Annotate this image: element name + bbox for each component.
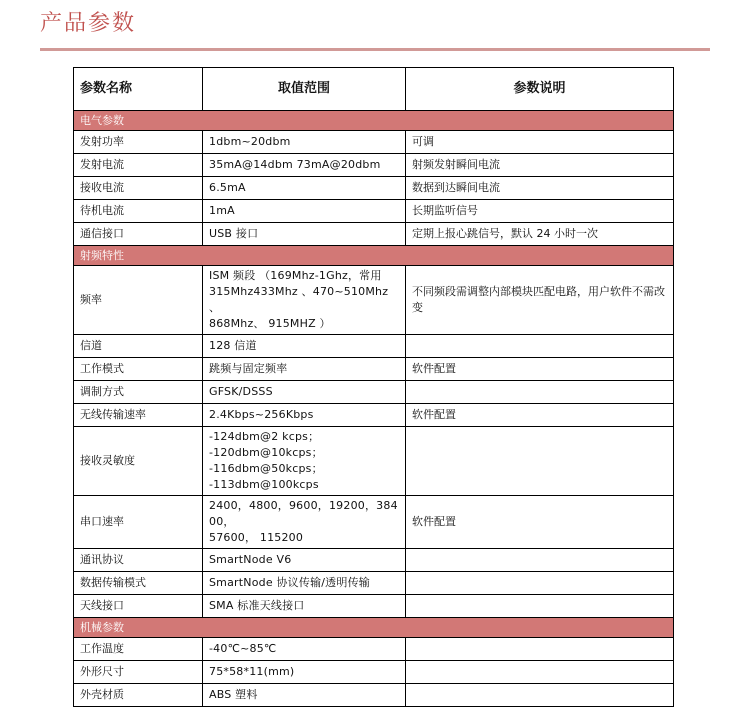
table-row: [74, 154, 674, 177]
param-name: 串口速率: [74, 496, 203, 549]
param-desc: [406, 427, 674, 496]
table-row: [74, 427, 674, 496]
param-value-line: USB 接口: [209, 227, 259, 240]
param-name: 无线传输速率: [74, 404, 203, 427]
param-value-line: -124dbm@2 kcps；: [209, 430, 320, 443]
param-name: 工作温度: [74, 638, 203, 661]
param-name: 通信接口: [74, 223, 203, 246]
param-value-line: SMA 标准天线接口: [209, 599, 305, 612]
param-name: 外壳材质: [74, 684, 203, 707]
param-name: 接收电流: [74, 177, 203, 200]
param-name: 调制方式: [74, 381, 203, 404]
param-name: 待机电流: [74, 200, 203, 223]
param-value: [203, 131, 406, 154]
page-title: 产品参数: [40, 11, 137, 36]
param-desc: 不同频段需调整内部模块匹配电路，用户软件不需改变: [406, 266, 674, 335]
param-value-line: SmartNode V6: [209, 553, 292, 566]
param-value-line: 2.4Kbps~256Kbps: [209, 408, 314, 421]
param-value-line: 315Mhz433Mhz 、470~510Mhz 、: [209, 285, 389, 314]
param-value: [203, 358, 406, 381]
section-label: 机械参数: [74, 618, 674, 638]
param-value-line: SmartNode 协议传输/透明传输: [209, 576, 370, 589]
param-value: [203, 661, 406, 684]
param-value-line: 868Mhz、 915MHZ ）: [209, 317, 331, 330]
header-param-desc: 参数说明: [406, 68, 674, 111]
param-desc: 射频发射瞬间电流: [406, 154, 674, 177]
param-desc: 软件配置: [406, 358, 674, 381]
table-row: [74, 200, 674, 223]
section-label: 电气参数: [74, 111, 674, 131]
param-value-line: 1dbm~20dbm: [209, 135, 291, 148]
param-value-line: 2400，4800，9600，19200，38400，: [209, 499, 398, 528]
table-header-row: [74, 68, 674, 111]
table-row: [74, 131, 674, 154]
param-value-line: -116dbm@50kcps；: [209, 462, 323, 475]
param-name: 接收灵敏度: [74, 427, 203, 496]
param-value: [203, 684, 406, 707]
table-row: [74, 661, 674, 684]
param-desc: 软件配置: [406, 404, 674, 427]
param-value-line: -113dbm@100kcps: [209, 478, 319, 491]
section-row: [74, 246, 674, 266]
table-row: [74, 496, 674, 549]
param-desc: [406, 661, 674, 684]
table-row: [74, 549, 674, 572]
header-value-range: 取值范围: [203, 68, 406, 111]
param-desc: [406, 684, 674, 707]
param-desc: [406, 572, 674, 595]
section-label: 射频特性: [74, 246, 674, 266]
param-value-line: 6.5mA: [209, 181, 246, 194]
param-name: 通讯协议: [74, 549, 203, 572]
param-desc: 可调: [406, 131, 674, 154]
table-row: [74, 404, 674, 427]
table-row: [74, 266, 674, 335]
section-row: [74, 111, 674, 131]
param-value-line: -40℃~85℃: [209, 642, 277, 655]
param-value-line: GFSK/DSSS: [209, 385, 273, 398]
param-value-line: 35mA@14dbm 73mA@20dbm: [209, 158, 381, 171]
table-row: [74, 595, 674, 618]
param-value: [203, 200, 406, 223]
param-value: [203, 223, 406, 246]
param-value: [203, 266, 406, 335]
param-value: [203, 381, 406, 404]
table-row: [74, 335, 674, 358]
param-desc: 长期监听信号: [406, 200, 674, 223]
param-name: 工作模式: [74, 358, 203, 381]
param-desc: [406, 335, 674, 358]
param-value-line: ABS 塑料: [209, 688, 258, 701]
param-value-line: 75*58*11(mm): [209, 665, 295, 678]
param-name: 发射电流: [74, 154, 203, 177]
param-name: 天线接口: [74, 595, 203, 618]
param-value-line: ISM 频段 （169Mhz-1Ghz，常用: [209, 269, 382, 282]
param-value-line: 1mA: [209, 204, 235, 217]
param-value: [203, 638, 406, 661]
param-value: [203, 154, 406, 177]
table-row: [74, 684, 674, 707]
param-desc: 软件配置: [406, 496, 674, 549]
param-name: 数据传输模式: [74, 572, 203, 595]
param-desc: 定期上报心跳信号，默认 24 小时一次: [406, 223, 674, 246]
param-value-line: 128 信道: [209, 339, 257, 352]
param-name: 频率: [74, 266, 203, 335]
param-value: [203, 427, 406, 496]
param-value-line: -120dbm@10kcps；: [209, 446, 323, 459]
table-row: [74, 381, 674, 404]
param-desc: [406, 381, 674, 404]
table-row: [74, 223, 674, 246]
table-row: [74, 638, 674, 661]
param-value: [203, 595, 406, 618]
table-row: [74, 572, 674, 595]
param-value-line: 57600， 115200: [209, 531, 304, 544]
table-row: [74, 177, 674, 200]
param-value: [203, 572, 406, 595]
param-desc: 数据到达瞬间电流: [406, 177, 674, 200]
param-name: 信道: [74, 335, 203, 358]
param-value: [203, 549, 406, 572]
param-value: [203, 177, 406, 200]
param-desc: [406, 549, 674, 572]
section-row: [74, 618, 674, 638]
param-value: [203, 496, 406, 549]
param-desc: [406, 595, 674, 618]
param-value: [203, 404, 406, 427]
param-name: 外形尺寸: [74, 661, 203, 684]
param-name: 发射功率: [74, 131, 203, 154]
product-params-table: [73, 67, 674, 707]
param-value: [203, 335, 406, 358]
table-row: [74, 358, 674, 381]
param-value-line: 跳频与固定频率: [209, 362, 288, 375]
param-desc: [406, 638, 674, 661]
table-body: [74, 111, 674, 707]
header-param-name: 参数名称: [74, 68, 203, 111]
title-divider: [40, 48, 710, 51]
